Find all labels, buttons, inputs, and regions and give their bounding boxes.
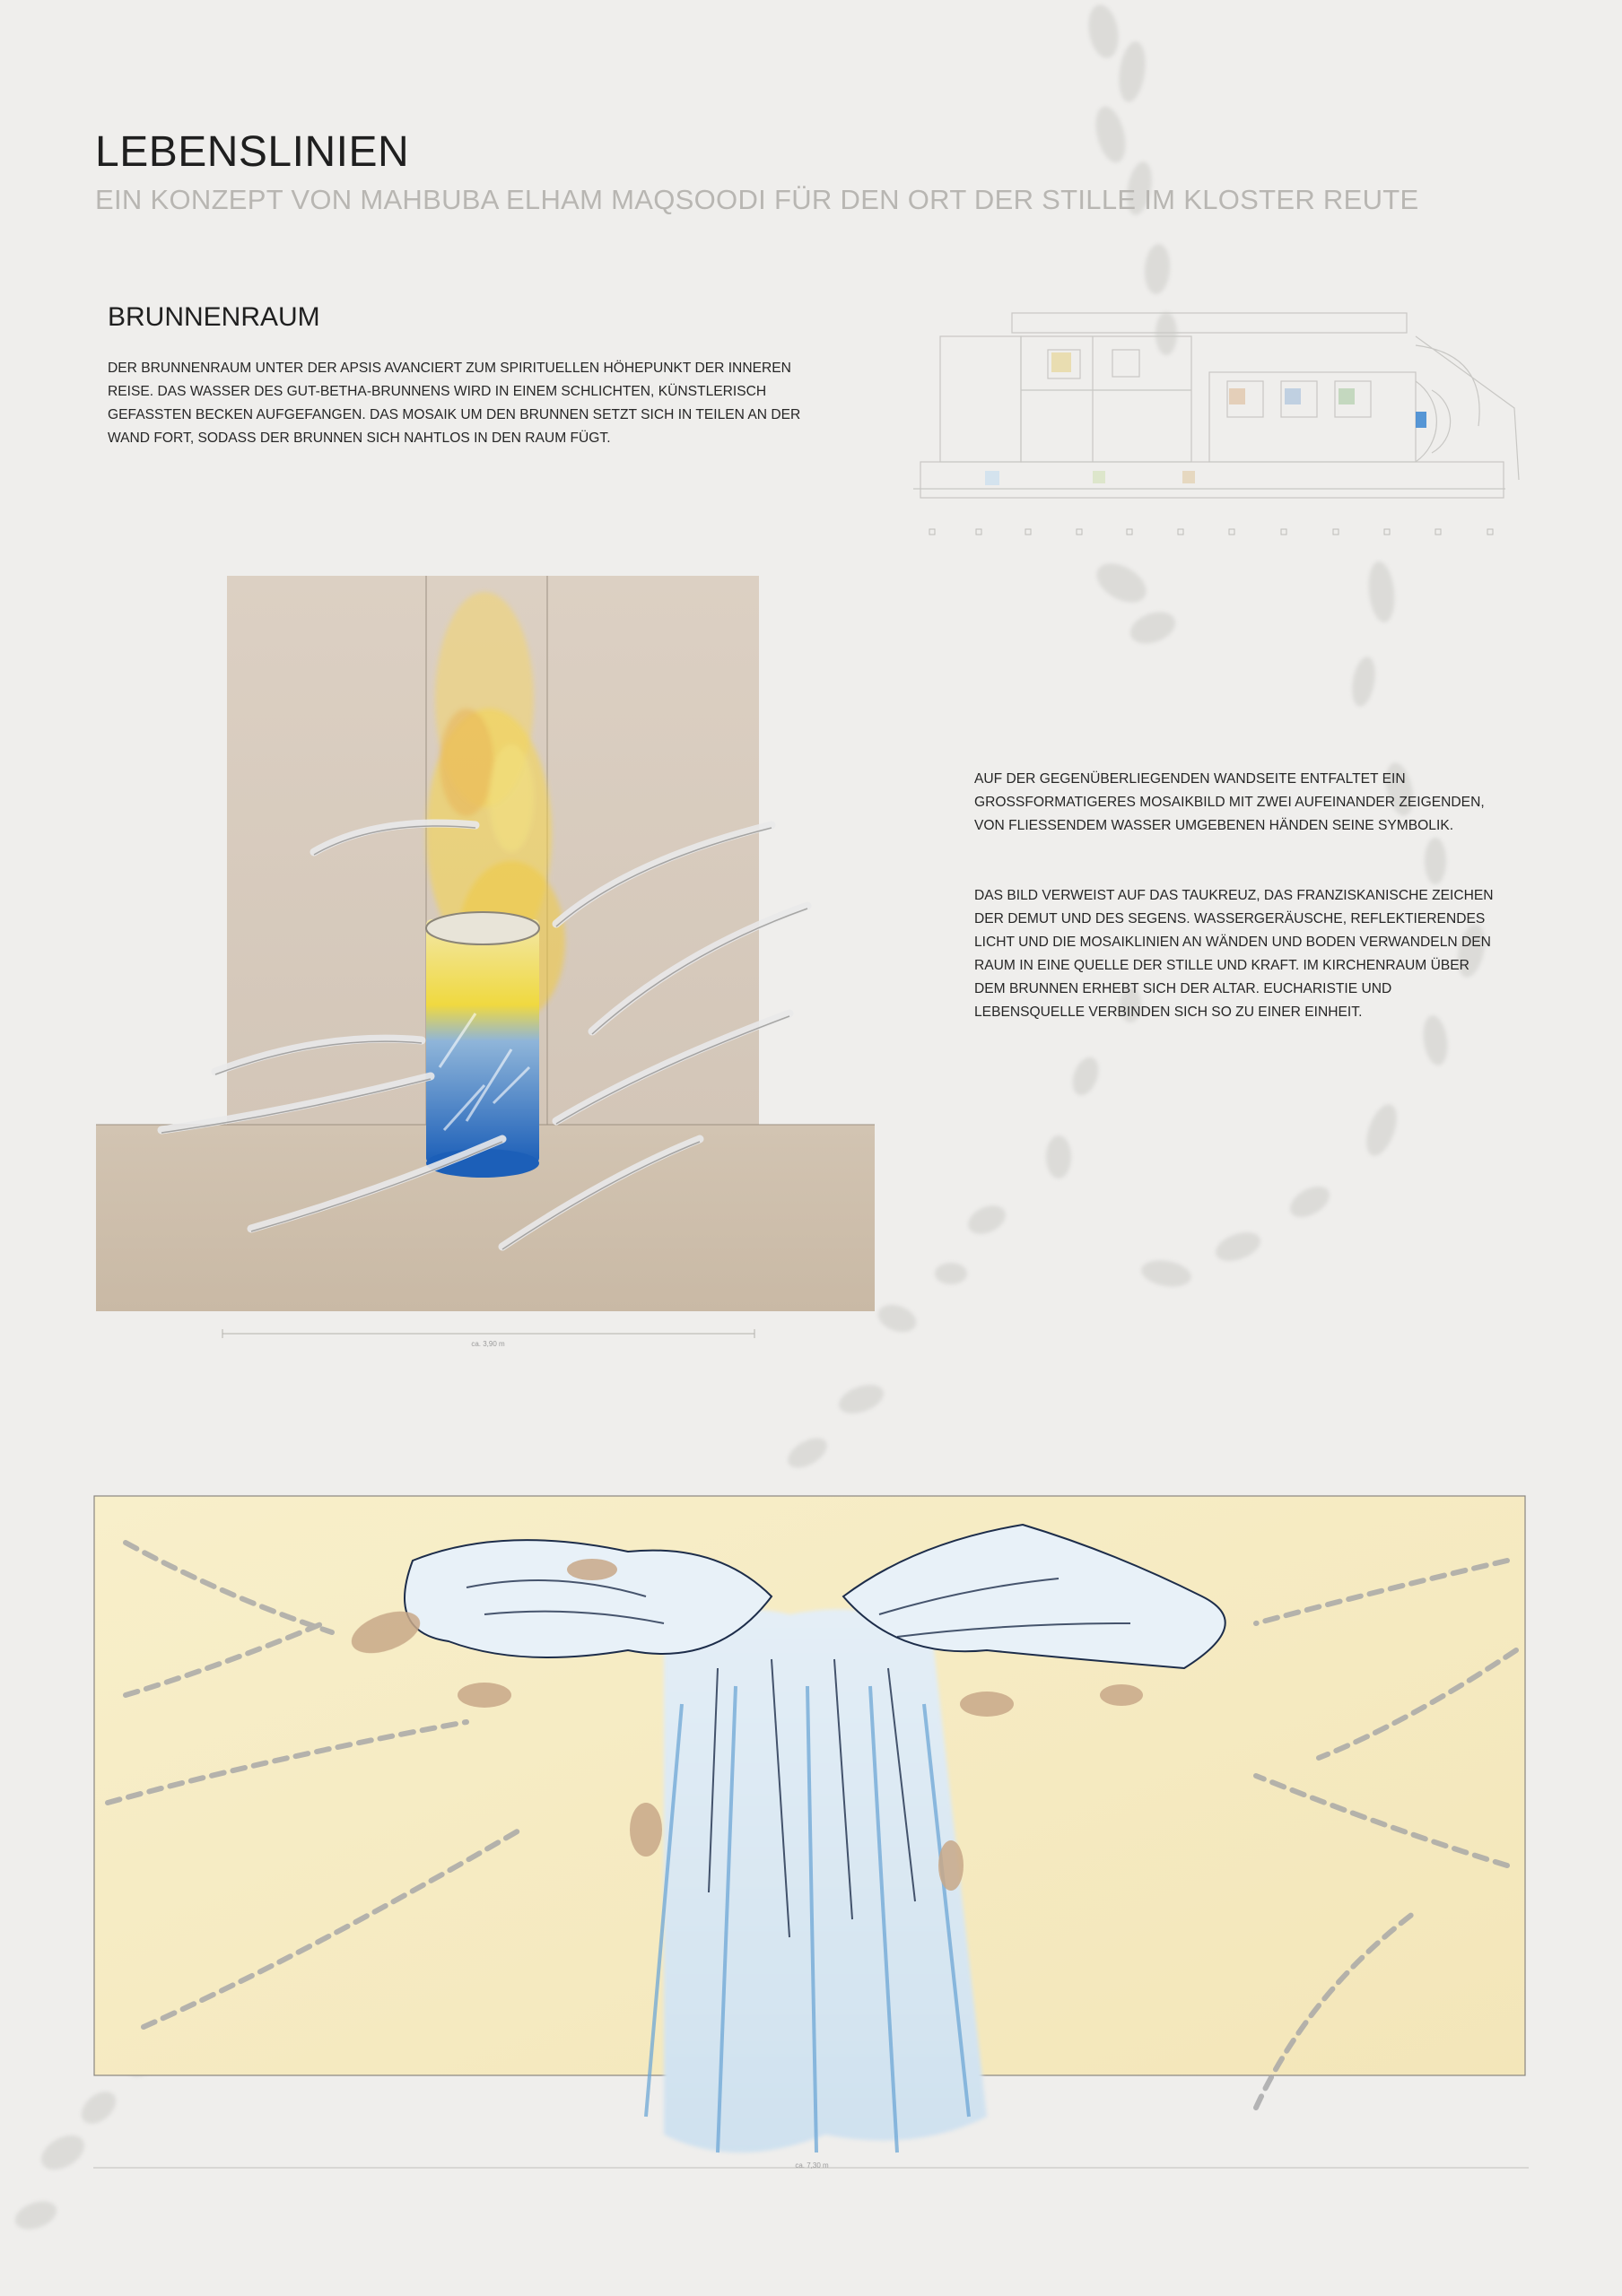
- fountain-visualization: [90, 565, 879, 1354]
- page-subtitle: EIN KONZEPT VON MAHBUBA ELHAM MAQSOODI FÜR DEN ORT DER STILLE IM KLOSTER REUTE: [95, 184, 1419, 215]
- fountain-dimension-label: ca. 3,90 m: [471, 1340, 505, 1348]
- page-title: LEBENSLINIEN: [95, 128, 410, 176]
- intro-paragraph: DER BRUNNENRAUM UNTER DER APSIS AVANCIERT ZUM SPIRITUELLEN HÖHEPUNKT DER INNEREN REISE. DAS WASSER DES GUT-BETHA-BRUNNENS WIRD IN EINEM SCHLICHTEN, KÜNSTLERISCH GEFASSTEN BECKEN AUFGEFANGEN. DAS MOSAIK UM DEN BRUNNEN SETZT SICH IN TEILEN AN DER WAND FORT, SODASS DER BRUNNEN SICH NAHTLOS IN DEN RAUM FÜGT.: [108, 361, 801, 446]
- mosaic-hands-artwork: [90, 1489, 1534, 2188]
- floor-plan-drawing: [913, 300, 1532, 547]
- mosaic-dimension-label: ca. 7,30 m: [795, 2161, 829, 2170]
- side-paragraph-1: AUF DER GEGENÜBERLIEGENDEN WANDSEITE ENTFALTET EIN GROSSFORMATIGERES MOSAIKBILD MIT ZWEI AUFEINANDER ZEIGENDEN, VON FLIESSENDEM WASSER UMGEBENEN HÄNDEN SEINE SYMBOLIK.: [974, 771, 1485, 833]
- section-heading: BRUNNENRAUM: [108, 302, 320, 332]
- side-paragraph-2: DAS BILD VERWEIST AUF DAS TAUKREUZ, DAS FRANZISKANISCHE ZEICHEN DER DEMUT UND DES SEGENS. WASSERGERÄUSCHE, REFLEKTIERENDES LICHT UND DIE MOSAIKLINIEN AN WÄNDEN UND BODEN VERWANDELN DEN RAUM IN EINE QUELLE DER STILLE UND KRAFT. IM KIRCHENRAUM ÜBER DEM BRUNNEN ERHEBT SICH DER ALTAR. EUCHARISTIE UND LEBENSQUELLE VERBINDEN SICH SO ZU EINER EINHEIT.: [974, 888, 1494, 1020]
